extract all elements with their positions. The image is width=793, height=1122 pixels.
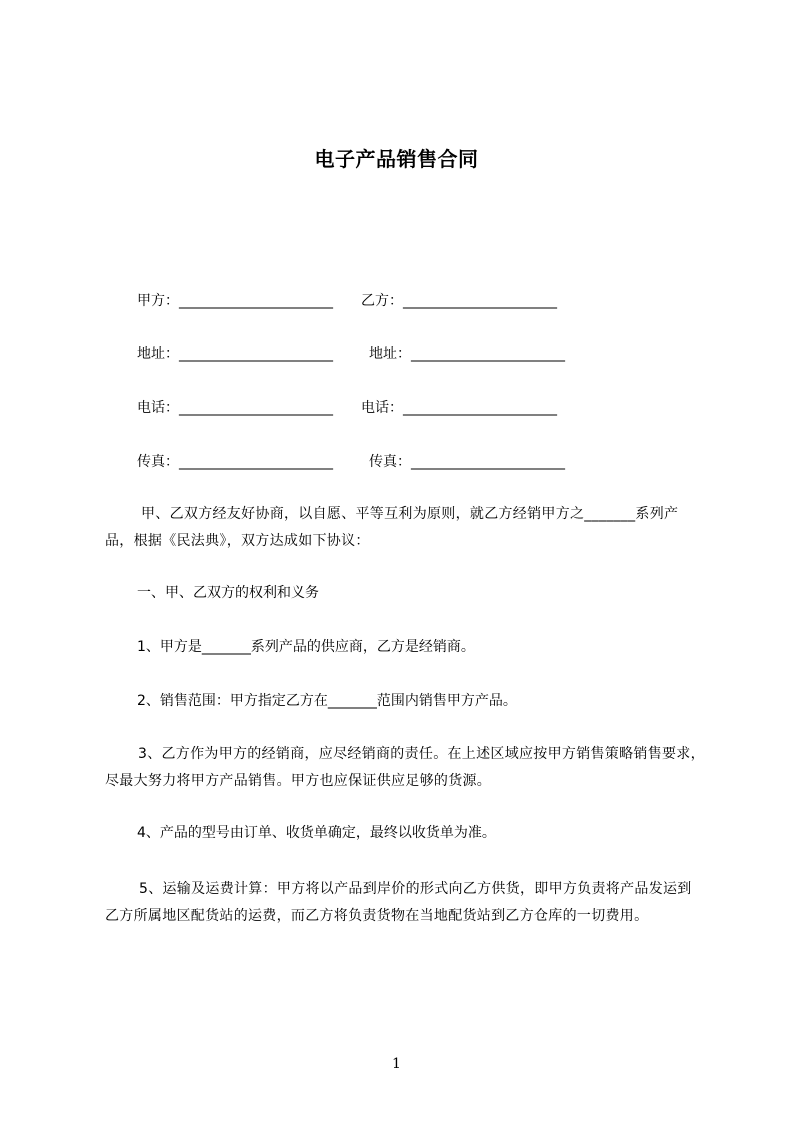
clause-2: 2、销售范围：甲方指定乙方在_______范围内销售甲方产品。 xyxy=(137,693,517,709)
clause-1: 1、甲方是_______系列产品的供应商，乙方是经销商。 xyxy=(137,639,475,655)
clause-3: 3、乙方作为甲方的经销商，应尽经销商的责任。在上述区域应按甲方销售策略销售要求，尽最大努力将甲方产品销售。甲方也应保证供应足够的货源。 xyxy=(105,746,705,789)
fax-a-field: 传真：______________________ xyxy=(137,454,333,470)
party-b-field: 乙方：______________________ xyxy=(361,293,557,309)
intro-paragraph: 甲、乙双方经友好协商，以自愿、平等互利为原则，就乙方经销甲方之_______系列产品，根据《民法典》，双方达成如下协议： xyxy=(105,506,679,549)
party-a-field: 甲方：______________________ xyxy=(137,293,333,309)
section-heading: 一、甲、乙双方的权利和义务 xyxy=(137,585,319,601)
phone-a-field: 电话：______________________ xyxy=(137,400,333,416)
clause-4: 4、产品的型号由订单、收货单确定，最终以收货单为准。 xyxy=(137,825,496,841)
clause-5: 5、运输及运费计算：甲方将以产品到岸价的形式向乙方供货，即甲方负责将产品发运到乙方所属地区配货站的运费，而乙方将负责货物在当地配货站到乙方仓库的一切费用。 xyxy=(105,881,692,924)
phone-b-field: 电话：______________________ xyxy=(361,400,557,416)
address-a-field: 地址：______________________ xyxy=(137,346,333,362)
address-b-field: 地址：______________________ xyxy=(369,346,565,362)
fax-b-field: 传真：______________________ xyxy=(369,454,565,470)
document-title: 电子产品销售合同 xyxy=(314,147,479,171)
page-number: 1 xyxy=(392,1056,401,1072)
